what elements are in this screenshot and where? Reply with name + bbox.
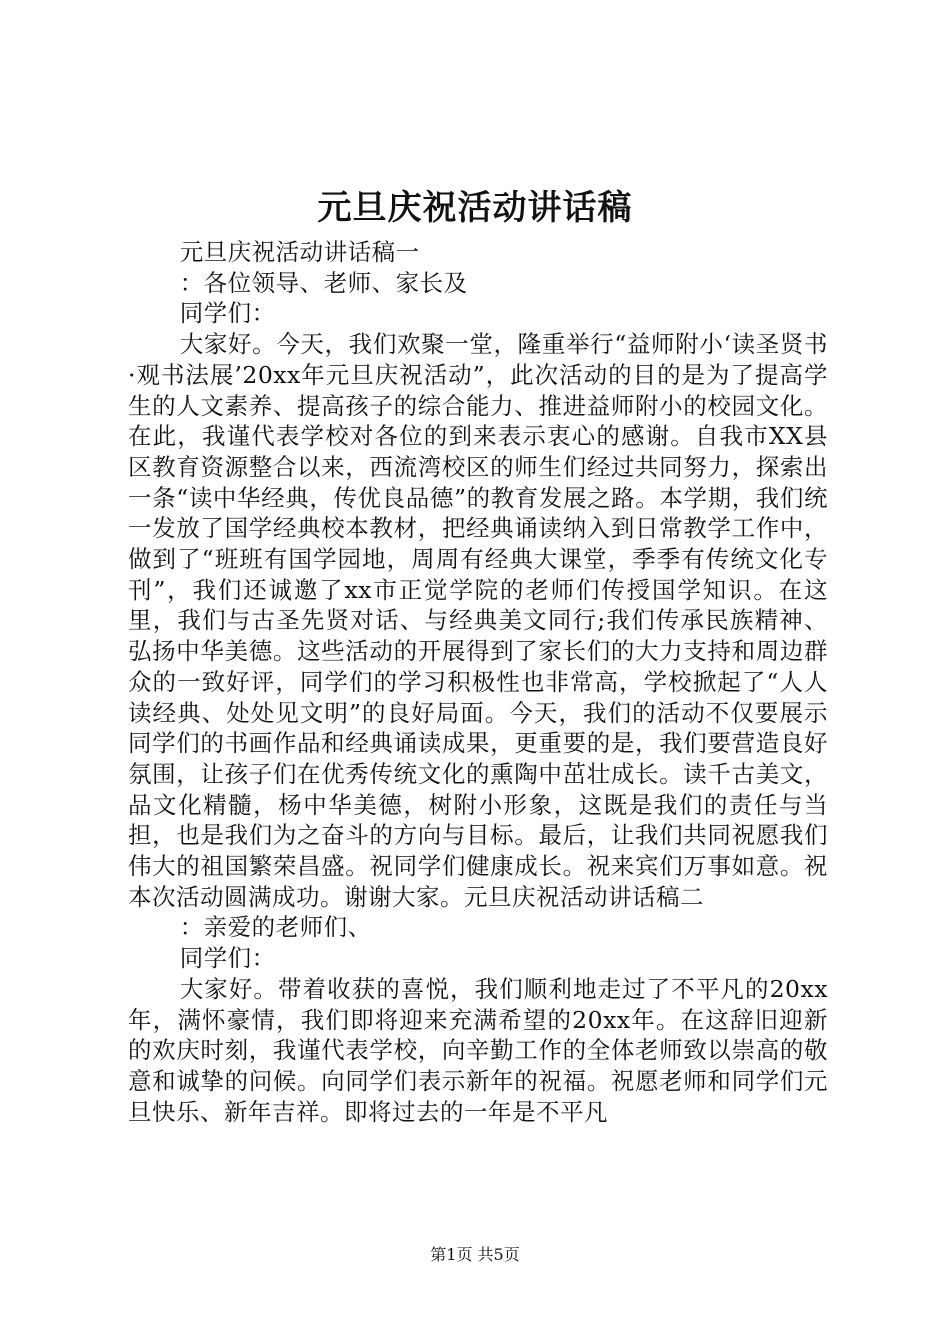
salutation-line: ：亲爱的老师们、 — [179, 913, 372, 942]
body-paragraph: 大家好。带着收获的喜悦，我们顺利地走过了不平凡的20xx年，满怀豪情，我们即将迎来充满希望的20xx年。在这辞旧迎新的欢庆时刻，我谨代表学校，向辛勤工作的全体老师致以崇高的敬意和诚挚的问候。向同学们表示新年的祝福。祝愿老师和同学们元旦快乐、新年吉祥。即将过去的一年是不平凡 — [128, 974, 828, 1126]
document-body — [128, 237, 828, 1127]
salutation-line: 同学们： — [179, 944, 276, 973]
salutation-line: 同学们： — [179, 299, 276, 328]
page-number-footer: 第1页 共5页 — [430, 1245, 520, 1264]
document-title: 元旦庆祝活动讲话稿 — [317, 188, 633, 228]
body-paragraph: 大家好。今天，我们欢聚一堂，隆重举行“益师附小‘读圣贤书·观书法展’20xx年元旦庆祝活动”，此次活动的目的是为了提高学生的人文素养、提高孩子的综合能力、推进益师附小的校园文化。在此，我谨代表学校对各位的到来表示衷心的感谢。自我市XX县区教育资源整合以来，西流湾校区的师生们经过共同努力，探索出一条“读中华经典，传优良品德”的教育发展之路。本学期，我们统一发放了国学经典校本教材，把经典诵读纳入到日常教学工作中，做到了“班班有国学园地，周周有经典大课堂，季季有传统文化专刊”，我们还诚邀了xx市正觉学院的老师们传授国学知识。在这里，我们与古圣先贤对话、与经典美文同行;我们传承民族精神、弘扬中华美德。这些活动的开展得到了家长们的大力支持和周边群众的一致好评，同学们的学习积极性也非常高，学校掀起了“人人读经典、处处见文明”的良好局面。今天，我们的活动不仅要展示同学们的书画作品和经典诵读成果，更重要的是，我们要营造良好氛围，让孩子们在优秀传统文化的熏陶中茁壮成长。读千古美文，品文化精髓，杨中华美德，树附小形象，这既是我们的责任与当担，也是我们为之奋斗的方向与目标。最后，让我们共同祝愿我们伟大的祖国繁荣昌盛。祝同学们健康成长。祝来宾们万事如意。祝本次活动圆满成功。谢谢大家。元旦庆祝活动讲话稿二 — [128, 330, 828, 911]
subheading-speech-one: 元旦庆祝活动讲话稿一 — [179, 238, 420, 266]
salutation-line: ：各位领导、老师、家长及 — [179, 268, 468, 297]
